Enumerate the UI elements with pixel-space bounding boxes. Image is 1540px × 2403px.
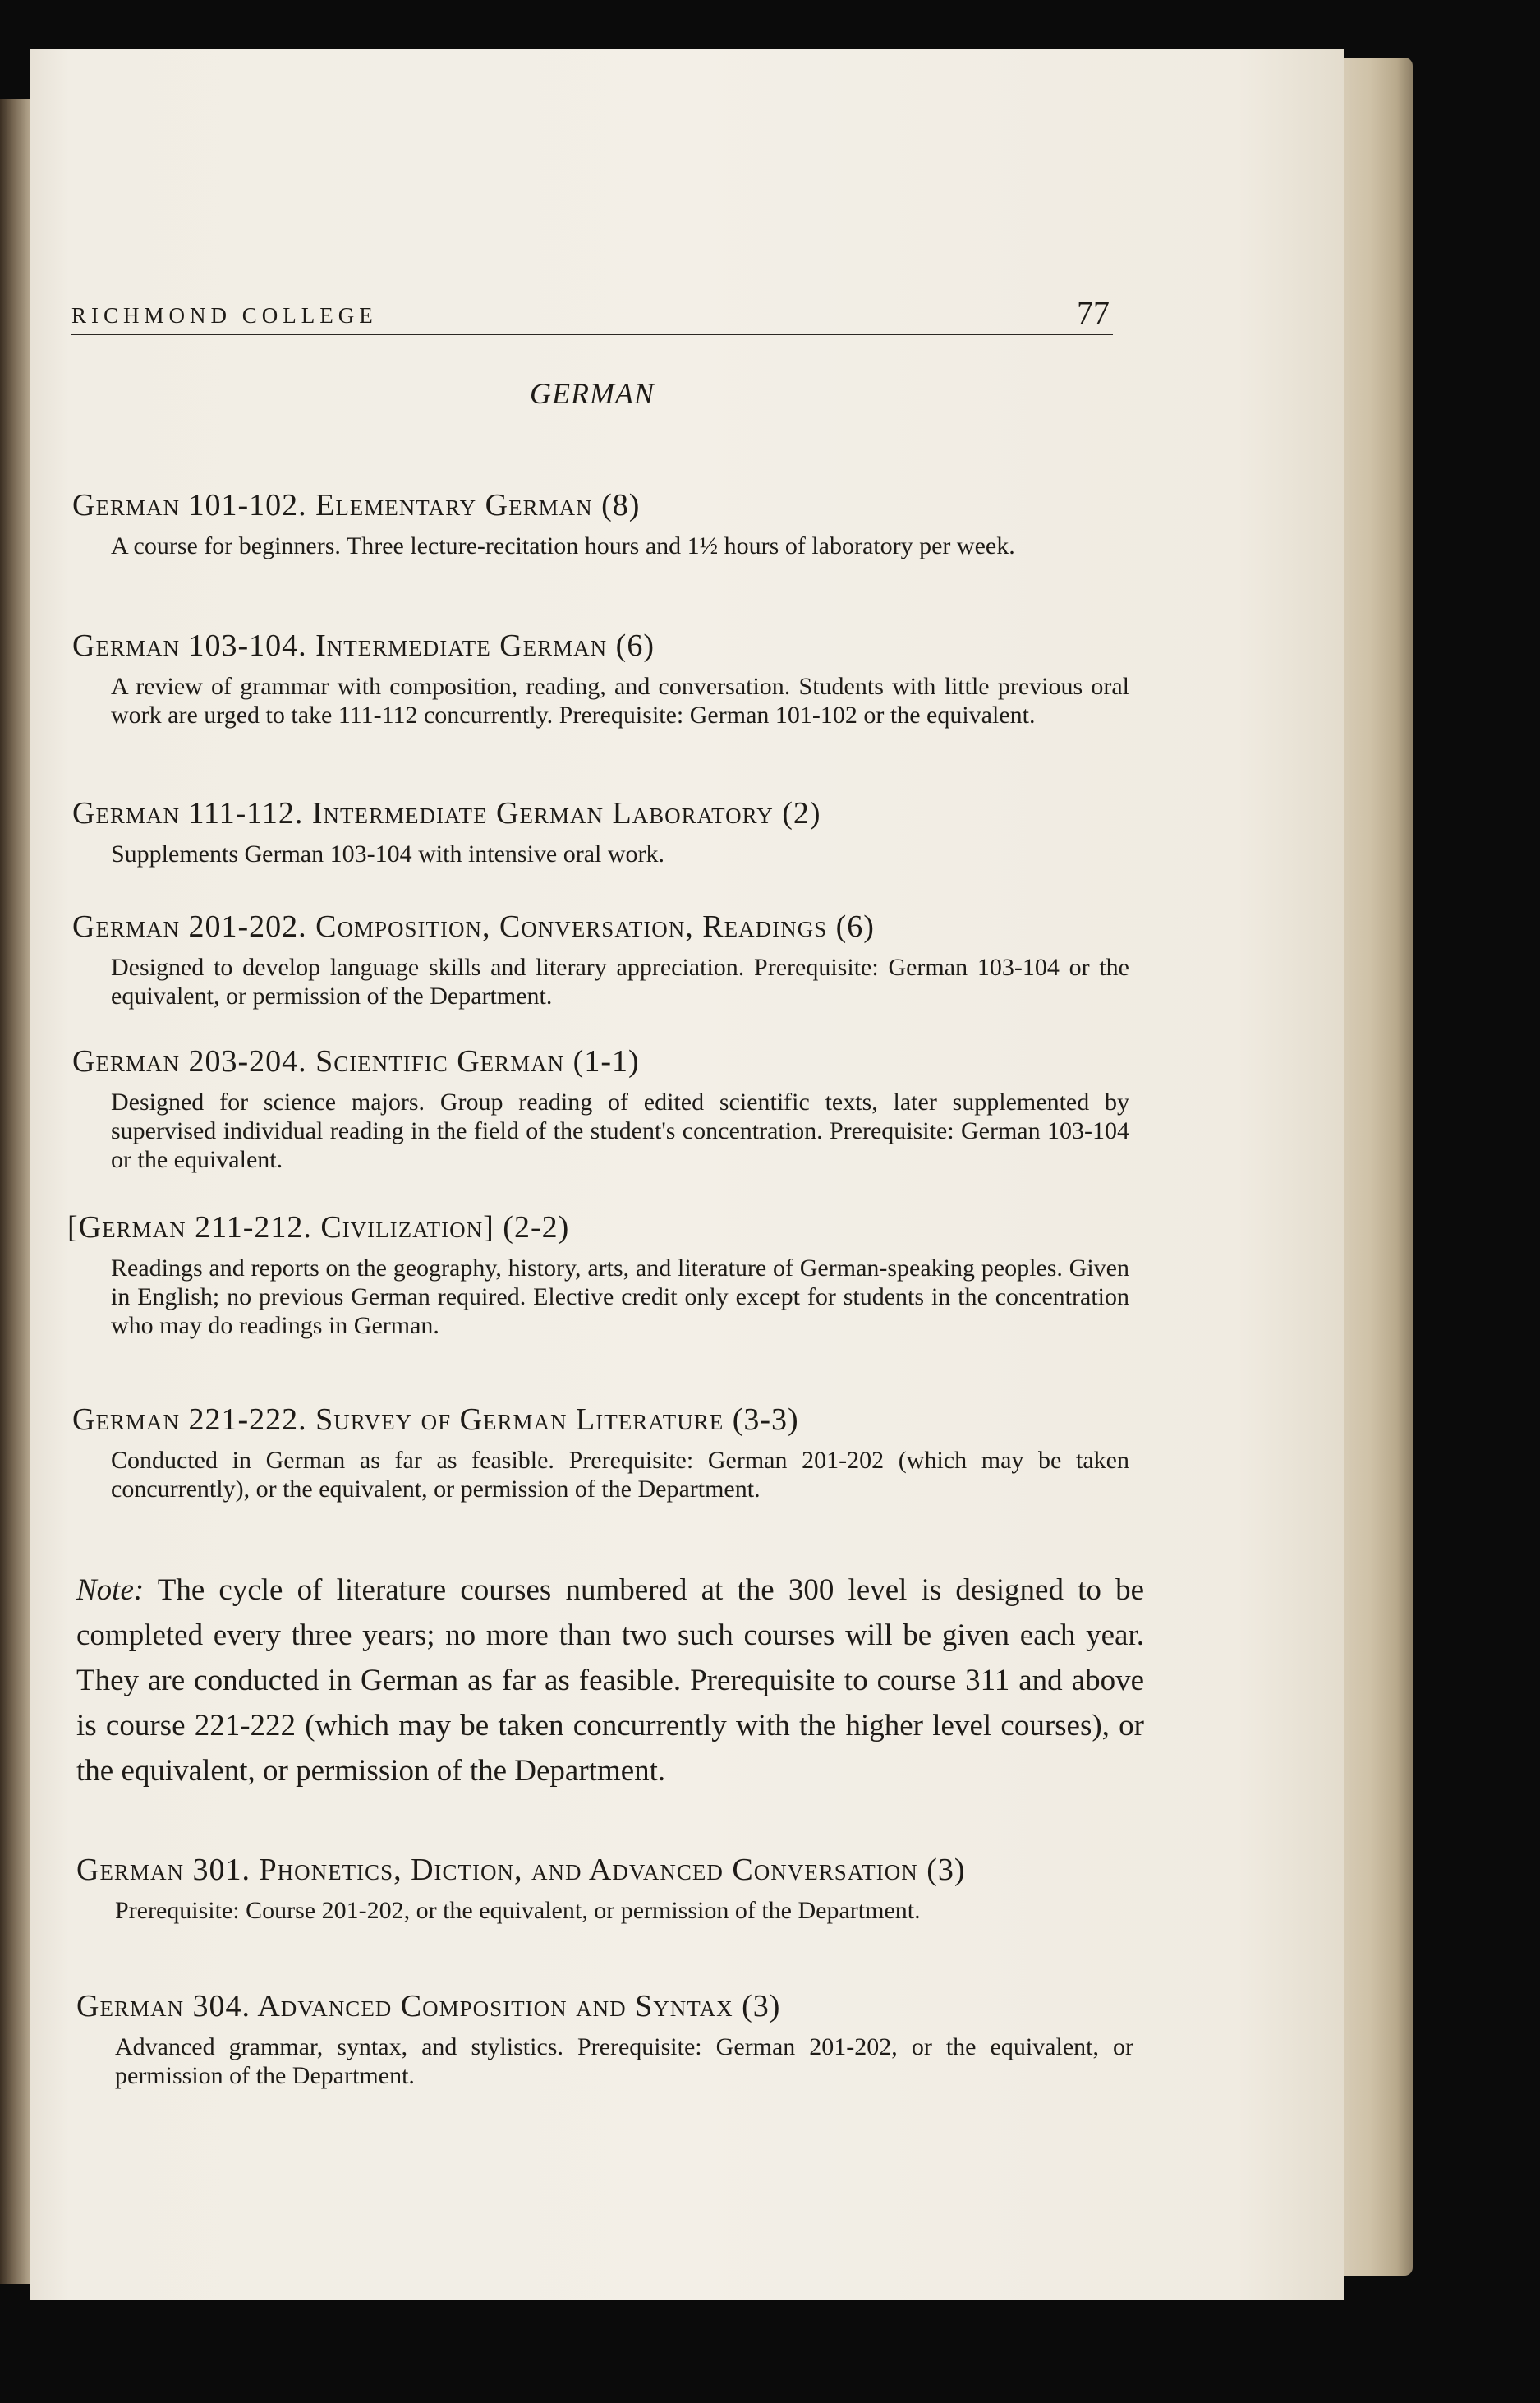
course-description: A review of grammar with composition, reading, and conversation. Students with little previous oral work are urged to take 111-112 concurrently. Prerequisite: German 101-102 or the equivalent. bbox=[111, 673, 1129, 729]
note-label: Note: bbox=[76, 1573, 145, 1607]
course-entry bbox=[72, 1043, 1129, 1174]
course-entry bbox=[76, 1988, 1133, 2090]
course-heading: German 111-112. Intermediate German Laboratory (2) bbox=[72, 796, 821, 831]
note-text: The cycle of literature courses numbered at the 300 level is designed to be completed every three years; no more than two such courses will be given each year. They are conducted in German as far as feasible. Prerequisite to course 311 and above is course 221-222 (which may be taken concurrently with the higher level courses), or the equivalent, or permission of the Department. bbox=[76, 1573, 1144, 1788]
course-description: Designed for science majors. Group reading of edited scientific texts, later supplemented by supervised individual reading in the field of the student's concentration. Prerequisite: German 103-104 or the equivalent. bbox=[111, 1089, 1129, 1173]
running-header bbox=[71, 284, 1113, 335]
course-description: A course for beginners. Three lecture-recitation hours and 1½ hours of laboratory per week. bbox=[111, 532, 1015, 559]
course-entry bbox=[72, 795, 1129, 868]
course-description: Advanced grammar, syntax, and stylistics. Prerequisite: German 201-202, or the equivalent, or permission of the Department. bbox=[115, 2033, 1133, 2089]
section-title: GERMAN bbox=[530, 377, 655, 410]
course-heading: German 301. Phonetics, Diction, and Advanced Conversation (3) bbox=[76, 1853, 966, 1887]
course-heading: German 201-202. Composition, Conversation, Readings (6) bbox=[72, 909, 875, 944]
course-heading: German 304. Advanced Composition and Syntax (3) bbox=[76, 1989, 781, 2023]
course-heading: German 221-222. Survey of German Literature (3-3) bbox=[72, 1402, 799, 1437]
course-entry bbox=[72, 909, 1129, 1010]
running-title: RICHMOND COLLEGE bbox=[71, 303, 378, 328]
course-entry bbox=[67, 1209, 1129, 1340]
book-page bbox=[30, 49, 1344, 2300]
course-description: Prerequisite: Course 201-202, or the equivalent, or permission of the Department. bbox=[115, 1897, 921, 1924]
course-description: Designed to develop language skills and literary appreciation. Prerequisite: German 103-104 or the equivalent, or permission of the Department. bbox=[111, 954, 1129, 1010]
book-binding bbox=[0, 99, 31, 2284]
course-description: Supplements German 103-104 with intensive oral work. bbox=[111, 840, 665, 868]
course-entry bbox=[72, 628, 1129, 730]
course-entry bbox=[76, 1852, 1133, 1925]
course-heading: German 203-204. Scientific German (1-1) bbox=[72, 1044, 640, 1079]
course-description: Conducted in German as far as feasible. Prerequisite: German 201-202 (which may be taken concurrently), or the equivalent, or permission of the Department. bbox=[111, 1447, 1129, 1503]
course-heading: German 103-104. Intermediate German (6) bbox=[72, 628, 655, 663]
course-entry bbox=[72, 487, 1129, 560]
page-number: 77 bbox=[1077, 294, 1110, 331]
course-entry bbox=[72, 1402, 1129, 1503]
note-paragraph bbox=[76, 1567, 1144, 1793]
course-description: Readings and reports on the geography, history, arts, and literature of German-speaking peoples. Given in English; no previous German required. Elective credit only except for students in the concentration who may do readings in German. bbox=[111, 1254, 1129, 1339]
course-heading: [German 211-212. Civilization] (2-2) bbox=[67, 1210, 570, 1245]
course-heading: German 101-102. Elementary German (8) bbox=[72, 488, 641, 522]
